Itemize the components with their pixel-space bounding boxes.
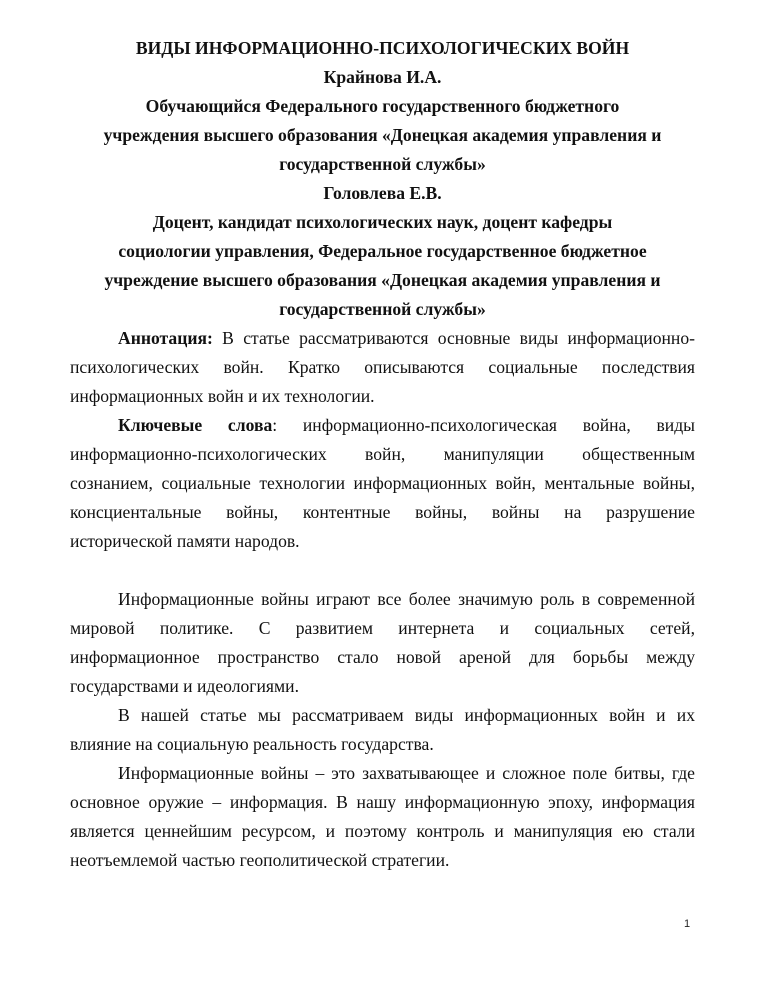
author-affiliation-line: Доцент, кандидат психологических наук, доцент кафедры <box>152 212 613 232</box>
author-affiliation-line: государственной службы» <box>279 154 486 174</box>
keywords-line: сознанием, социальные технологии информационных войн, ментальные войны, <box>70 473 695 493</box>
keywords-text: : информационно-психологическая война, виды <box>272 415 695 435</box>
keywords-line: информационно-психологических войн, манипуляции общественным <box>70 444 695 464</box>
abstract-line: информационных войн и их технологии. <box>70 386 375 406</box>
author-name: Головлева Е.В. <box>323 183 442 203</box>
abstract-label: Аннотация: <box>118 328 213 348</box>
body-line: Информационные войны играют все более значимую роль в современной <box>118 589 695 609</box>
author-affiliation-line: учреждение высшего образования «Донецкая академия управления и <box>104 270 661 290</box>
body-line: мировой политике. С развитием интернета и социальных сетей, <box>70 618 695 638</box>
paragraph-gap <box>70 556 695 585</box>
abstract-line: психологических войн. Кратко описываются социальные последствия <box>70 357 695 377</box>
author-affiliation-line: учреждения высшего образования «Донецкая академия управления и <box>103 125 662 145</box>
keywords-line: исторической памяти народов. <box>70 531 300 551</box>
body-line: является ценнейшим ресурсом, и поэтому контроль и манипуляция ею стали <box>70 821 695 841</box>
author-affiliation-line: социологии управления, Федеральное государственное бюджетное <box>118 241 647 261</box>
body-line: государствами и идеологиями. <box>70 676 299 696</box>
body-line: неотъемлемой частью геополитической стратегии. <box>70 850 450 870</box>
author-affiliation-line: государственной службы» <box>279 299 486 319</box>
abstract-text: В статье рассматриваются основные виды информационно- <box>212 328 695 348</box>
keywords-line: консциентальные войны, контентные войны, войны на разрушение <box>70 502 695 522</box>
abstract-line <box>70 324 695 353</box>
body-line: В нашей статье мы рассматриваем виды информационных войн и их <box>118 705 695 725</box>
page-number: 1 <box>684 918 691 930</box>
keywords-line <box>70 411 695 440</box>
body-line: информационное пространство стало новой ареной для борьбы между <box>70 647 695 667</box>
author-name: Крайнова И.А. <box>323 67 442 87</box>
body-line: влияние на социальную реальность государства. <box>70 734 434 754</box>
keywords-label: Ключевые слова <box>118 415 273 435</box>
author-affiliation-line: Обучающийся Федерального государственного бюджетного <box>145 96 620 116</box>
document-page <box>70 34 695 875</box>
article-title: ВИДЫ ИНФОРМАЦИОННО-ПСИХОЛОГИЧЕСКИХ ВОЙН <box>135 38 630 58</box>
body-line: Информационные войны – это захватывающее и сложное поле битвы, где <box>118 763 695 783</box>
body-line: основное оружие – информация. В нашу информационную эпоху, информация <box>70 792 695 812</box>
